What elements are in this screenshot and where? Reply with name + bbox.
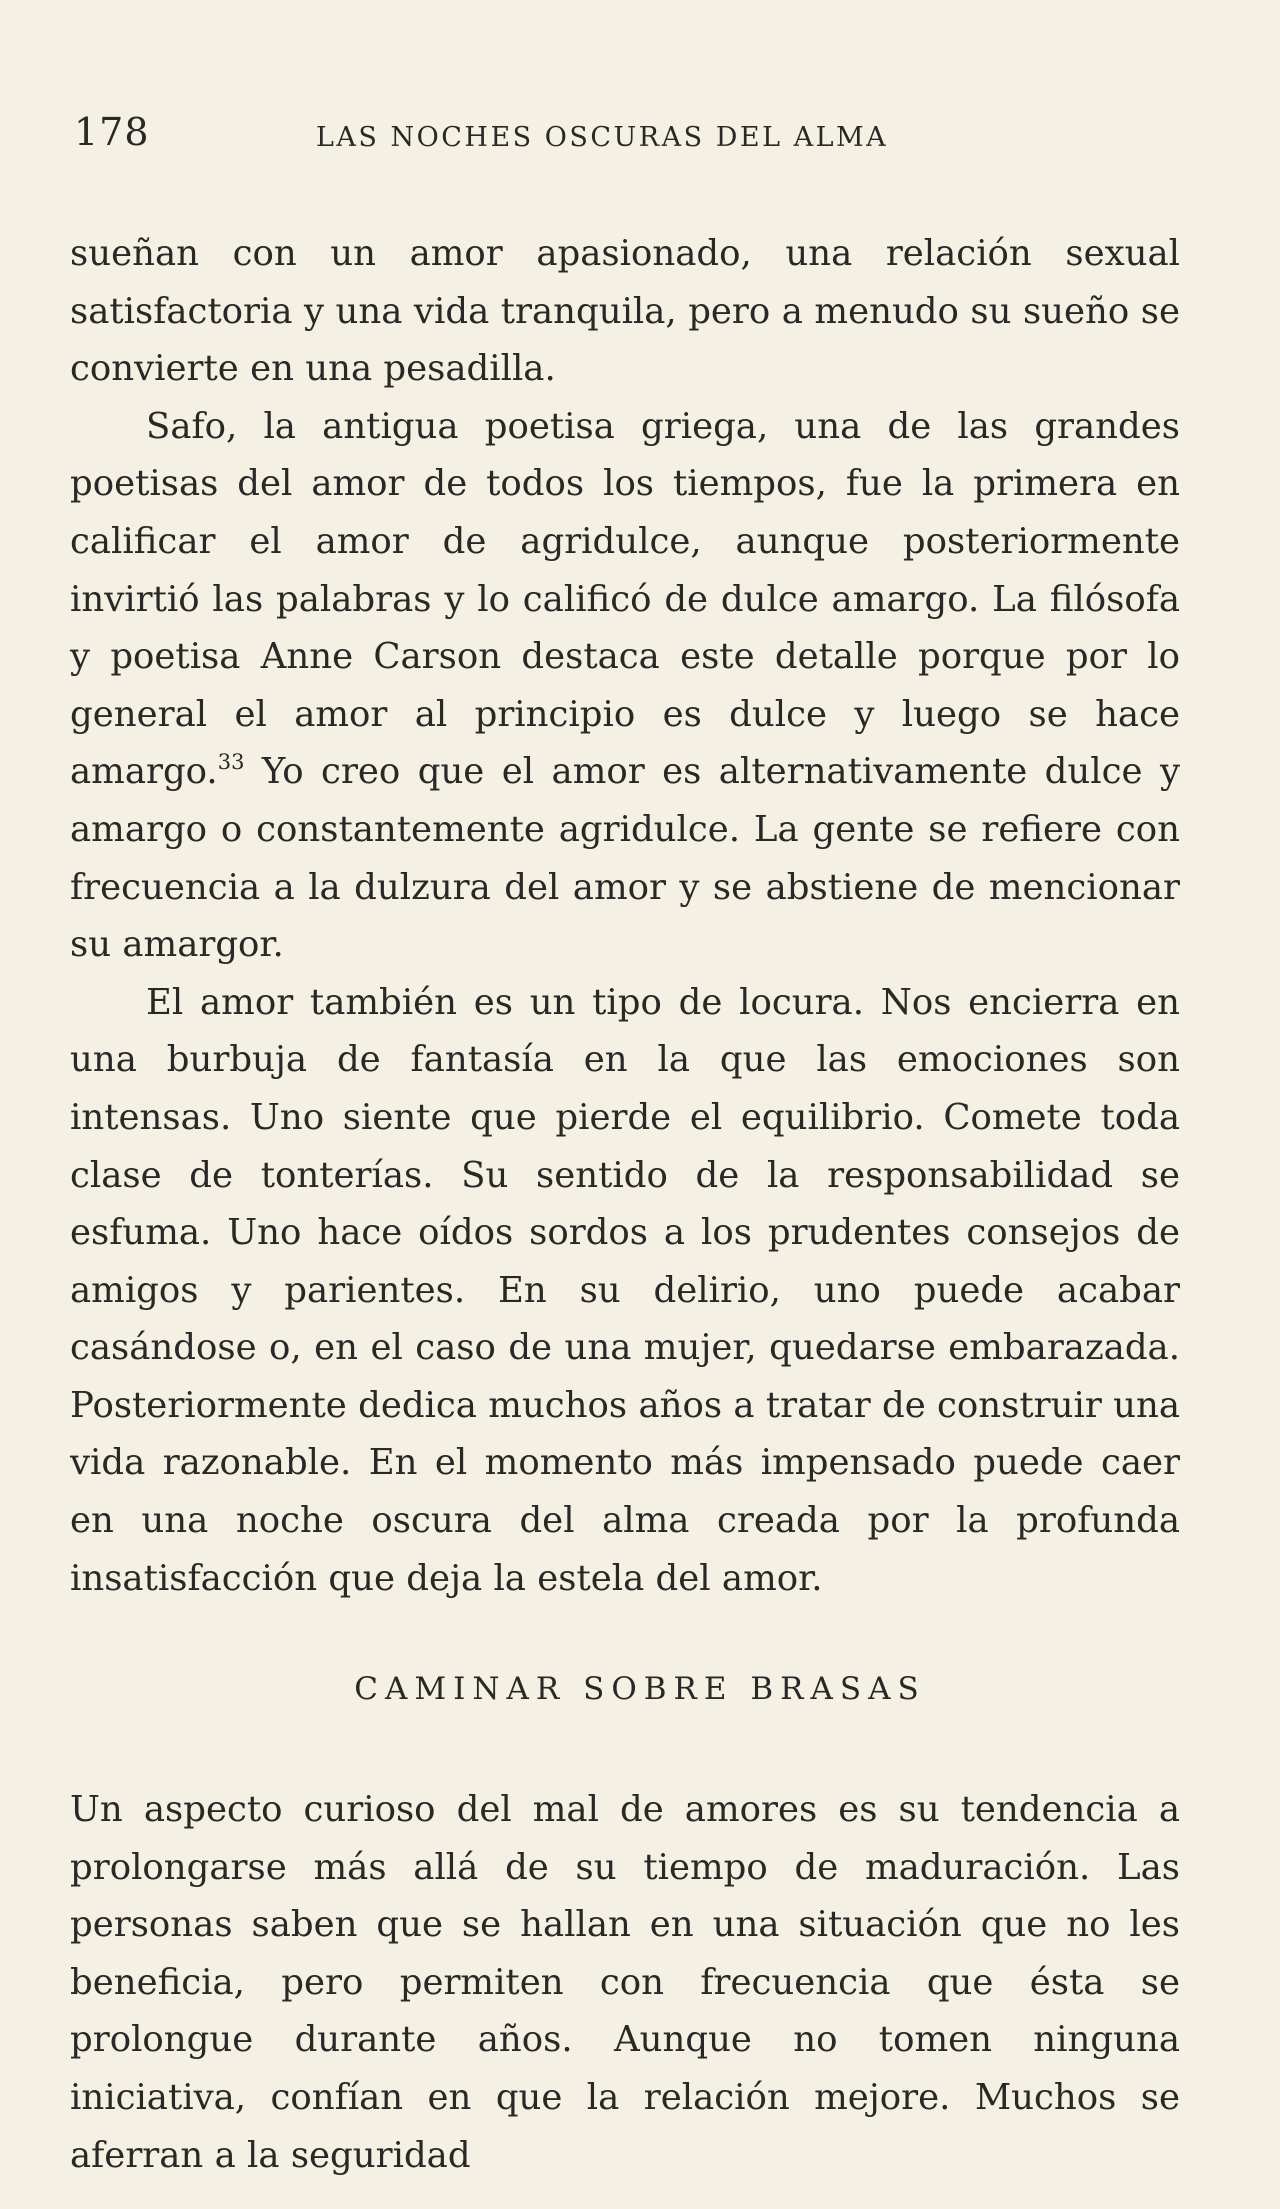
paragraph-safo bbox=[70, 398, 1180, 974]
paragraph-locura: El amor también es un tipo de locura. Nos encierra en una burbuja de fantasía en la que las emociones son intensas. Uno siente que pierde el equilibrio. Comete toda clase de tonterías. Su sentido de la responsabilidad se esfuma. Uno hace oídos sordos a los prudentes consejos de amigos y parientes. En su delirio, uno puede acabar casándose o, en el caso de una mujer, quedarse embarazada. Posteriormente dedica muchos años a tratar de construir una vida razonable. En el momento más impensado puede caer en una noche oscura del alma creada por la profunda insatisfacción que deja la estela del amor. bbox=[70, 981, 1180, 1599]
body-text-block bbox=[70, 225, 1180, 1607]
page-number: 178 bbox=[74, 110, 150, 154]
paragraph-text: Safo, la antigua poetisa griega, una de las grandes poetisas del amor de todos los tiempos, fue la primera en calificar el amor de agridulce, aunque posteriormente invirtió las palabras y lo calificó de dulce amargo. La filósofa y poetisa Anne Carson destaca este detalle porque por lo general el amor al principio es dulce y luego se hace amargo. bbox=[70, 405, 1180, 793]
paragraph-text: Yo creo que el amor es alternativamente dulce y amargo o constantemente agridulce. La gente se refiere con frecuencia a la dulzura del amor y se abstiene de mencionar su amargor. bbox=[70, 751, 1180, 966]
section-paragraph: Un aspecto curioso del mal de amores es su tendencia a prolongarse más allá de su tiempo de maduración. Las personas saben que se hallan en una situación que no les beneficia, pero permiten con frecuencia que ésta se prolongue durante años. Aunque no tomen ninguna iniciativa, confían en que la relación mejore. Muchos se aferran a la seguridad bbox=[70, 1789, 1180, 2176]
running-head-title: LAS NOCHES OSCURAS DEL ALMA bbox=[316, 122, 889, 153]
section-body-text bbox=[70, 1781, 1180, 2184]
footnote-reference: 33 bbox=[217, 750, 245, 775]
running-head bbox=[70, 108, 1180, 168]
section-heading: CAMINAR SOBRE BRASAS bbox=[354, 1671, 926, 1707]
paragraph-continuation: sueñan con un amor apasionado, una relación sexual satisfactoria y una vida tranquila, pero a menudo su sueño se convierte en una pesadilla. bbox=[70, 233, 1180, 390]
